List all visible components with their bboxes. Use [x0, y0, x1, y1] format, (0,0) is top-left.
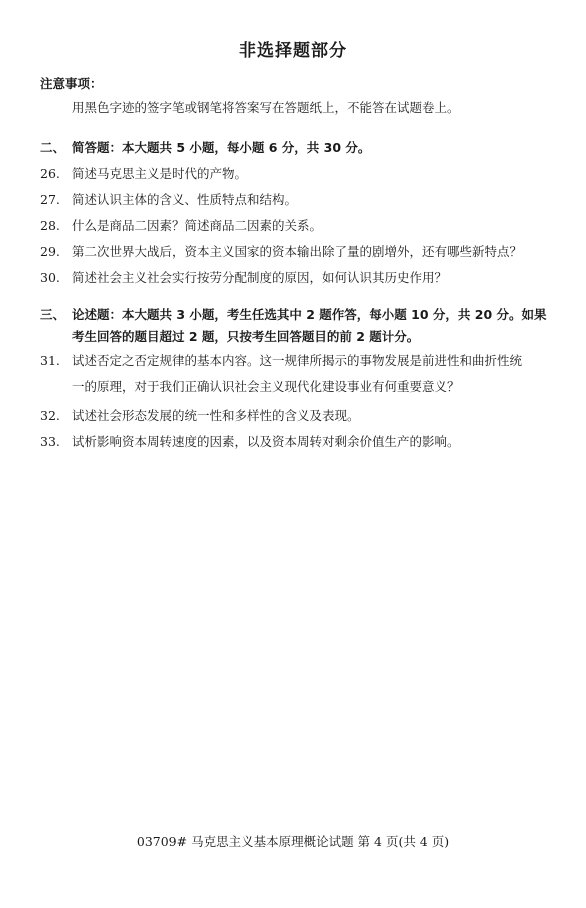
- question-text: 试析影响资本周转速度的因素，以及资本周转对剩余价值生产的影响。: [72, 434, 460, 449]
- question-text: 简述马克思主义是时代的产物。: [72, 166, 248, 181]
- page-footer: 03709# 马克思主义基本原理概论试题 第 4 页(共 4 页): [136, 834, 450, 849]
- question-text: 简述认识主体的含义、性质特点和结构。: [72, 192, 298, 207]
- question-text: 简述社会主义社会实行按劳分配制度的原因，如何认识其历史作用？: [72, 270, 448, 285]
- section-2-number: 二、: [40, 140, 66, 155]
- question-text: 什么是商品二因素？简述商品二因素的关系。: [72, 218, 323, 233]
- question-number: 30.: [40, 270, 60, 285]
- question-26: [40, 164, 247, 182]
- question-32: [40, 406, 360, 424]
- notice-heading: 注意事项：: [40, 76, 103, 91]
- question-text-line1: 试述否定之否定规律的基本内容。这一规律所揭示的事物发展是前进性和曲折性统: [72, 353, 523, 368]
- question-29: [40, 242, 522, 260]
- question-number: 32.: [40, 408, 60, 423]
- section-2-heading-text: 简答题：本大题共 5 小题，每小题 6 分，共 30 分。: [72, 140, 371, 155]
- question-28: [40, 216, 322, 234]
- question-33: [40, 432, 460, 450]
- question-27: [40, 190, 297, 208]
- section-2-heading: [40, 138, 370, 156]
- question-text: 第二次世界大战后，资本主义国家的资本输出除了量的剧增外，还有哪些新特点？: [72, 244, 523, 259]
- question-text-line2: 一的原理，对于我们正确认识社会主义现代化建设事业有何重要意义？: [72, 379, 460, 394]
- notice-text: 用黑色字迹的签字笔或钢笔将答案写在答题纸上，不能答在试题卷上。: [72, 100, 460, 115]
- section-3-heading-line1: 论述题：本大题共 3 小题，考生任选其中 2 题作答，每小题 10 分，共 20 分。如果: [72, 307, 547, 322]
- question-number: 29.: [40, 244, 60, 259]
- page-title: 非选择题部分: [239, 41, 347, 61]
- question-text: 试述社会形态发展的统一性和多样性的含义及表现。: [72, 408, 360, 423]
- section-3-number: 三、: [40, 307, 66, 322]
- question-number: 28.: [40, 218, 60, 233]
- question-number: 33.: [40, 434, 60, 449]
- question-number: 26.: [40, 166, 60, 181]
- question-31: [40, 348, 556, 400]
- section-3-heading-line2: 考生回答的题目超过 2 题，只按考生回答题目的前 2 题计分。: [72, 329, 420, 344]
- question-number: 31.: [40, 353, 60, 368]
- question-30: [40, 268, 447, 286]
- section-3-heading: [40, 304, 560, 348]
- question-number: 27.: [40, 192, 60, 207]
